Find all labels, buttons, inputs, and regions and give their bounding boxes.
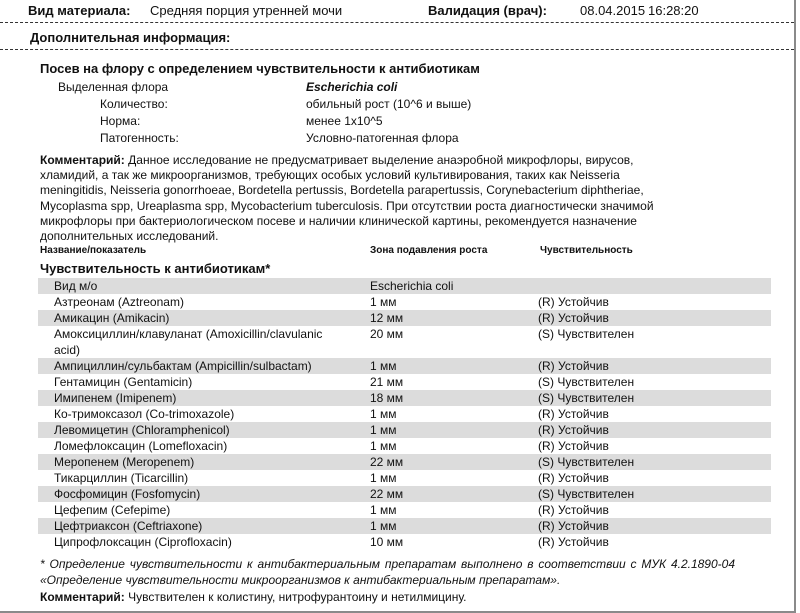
antibiotic-russian-name: Меропенем — [54, 455, 119, 469]
antibiotic-russian-name: Цефепим — [54, 503, 108, 517]
zone-value: 1 мм — [370, 407, 397, 421]
sensitivity-result: (R) Устойчив — [538, 295, 609, 309]
antibiotic-name — [54, 471, 188, 485]
antibiotic-russian-name: Ампициллин/сульбактам — [54, 359, 192, 373]
sensitivity-result: (R) Устойчив — [538, 535, 609, 549]
antibiotic-russian-name: Тикарциллин — [54, 471, 128, 485]
zone-value: 1 мм — [370, 503, 397, 517]
sensitivity-result: (R) Устойчив — [538, 519, 609, 533]
zone-value: 1 мм — [370, 439, 397, 453]
antibiotic-latin-name: (Cefepime) — [110, 503, 171, 517]
antibiotic-latin-name: (Aztreonam) — [117, 295, 184, 309]
validation-label: Валидация (врач): — [428, 3, 547, 18]
antibiotic-latin-name: (Amoxicillin/clavulanic — [205, 327, 323, 341]
zone-value: 1 мм — [370, 423, 397, 437]
norm-label: Норма: — [100, 114, 141, 128]
antibiotic-russian-name: Ко-тримоксазол — [54, 407, 143, 421]
divider-additional — [0, 49, 794, 50]
sensitivity-result: (S) Чувствителен — [538, 327, 635, 341]
sensitivity-result: (R) Устойчив — [538, 471, 609, 485]
antibiotic-russian-name: Азтреонам — [54, 295, 115, 309]
sensitivity-result: (S) Чувствителен — [538, 487, 635, 501]
zone-value: 1 мм — [370, 295, 397, 309]
quantity-label: Количество: — [100, 97, 168, 111]
zone-value: 21 мм — [370, 375, 404, 389]
comment-text: Данное исследование не предусматривает выделение анаэробной микрофлоры, вирусов, хламидий, а так же микроорганизмов, требующих особых условий культивирования, таких как Neisseria meningitidis, Neisseria gonorrhoeae, Bordetella pertussis, Bordetella parapertussis, Corynebacterium diphtheriae, Mycoplasma spp, Ureaplasma spp, Mycobacterium tuberculosis. При отсутствии роста диагностически значимой микрофлоры при бактериологическом посеве и наличии клинической картины, рекомендуется назначение дополнительных исследований. — [40, 153, 654, 244]
pathogenicity-value: Условно-патогенная флора — [306, 131, 459, 145]
col-header-sensitivity: Чувствительность — [540, 245, 633, 256]
antibiotic-name — [54, 519, 202, 533]
antibiotic-latin-name: (Amikacin) — [112, 311, 170, 325]
isolated-flora-label: Выделенная флора — [58, 80, 169, 94]
antibiotic-name — [54, 359, 312, 373]
zone-value: 1 мм — [370, 471, 397, 485]
antibiotic-latin-name: (Ceftriaxone) — [132, 519, 203, 533]
final-comment-text: Чувствителен к колистину, нитрофурантоину и нетилмицину. — [124, 590, 467, 604]
final-comment-label: Комментарий: — [40, 590, 125, 604]
antibiotic-name — [54, 535, 232, 549]
antibiotic-latin-name: (Ticarcillin) — [130, 471, 189, 485]
validation-date: 08.04.2015 — [580, 3, 646, 18]
antibiotic-russian-name: Амоксициллин/клавуланат — [54, 327, 203, 341]
zone-value: 20 мм — [370, 327, 404, 341]
quantity-value: обильный рост (10^6 и выше) — [306, 97, 472, 111]
culture-title: Посев на флору с определением чувствительности к антибиотикам — [40, 61, 480, 76]
antibiotic-name-cont: acid) — [54, 343, 81, 357]
zone-value: 10 мм — [370, 535, 404, 549]
antibiotic-latin-name: (Lomefloxacin) — [148, 439, 228, 453]
antibiotic-name — [54, 311, 169, 325]
antibiotic-latin-name: (Co-trimoxazole) — [145, 407, 235, 421]
antibiotic-name — [54, 423, 230, 437]
antibiotic-latin-name: (Chloramphenicol) — [131, 423, 230, 437]
material-label: Вид материала: — [28, 3, 131, 18]
zone-value: 18 мм — [370, 391, 404, 405]
sensitivity-result: (S) Чувствителен — [538, 375, 635, 389]
organism-label: Вид м/о — [54, 279, 98, 293]
additional-info-label: Дополнительная информация: — [30, 30, 231, 45]
antibiotic-russian-name: Фосфомицин — [54, 487, 128, 501]
footnote-star: * — [40, 557, 45, 571]
antibiotic-russian-name: Амикацин — [54, 311, 110, 325]
antibiotic-name — [54, 487, 200, 501]
antibiotic-name — [54, 503, 170, 517]
antibiotic-latin-name: (Imipenem) — [115, 391, 177, 405]
antibiotic-latin-name: (Ciprofloxacin) — [154, 535, 232, 549]
zone-value: 1 мм — [370, 359, 397, 373]
antibiotic-name — [54, 391, 176, 405]
final-comment — [40, 590, 467, 604]
organism-value: Escherichia coli — [370, 279, 454, 293]
zone-value: 22 мм — [370, 455, 404, 469]
sensitivity-result: (R) Устойчив — [538, 503, 609, 517]
antibiotic-russian-name: Ломефлоксацин — [54, 439, 146, 453]
antibiotic-latin-name: (Fosfomycin) — [130, 487, 201, 501]
zone-value: 12 мм — [370, 311, 404, 325]
sensitivity-result: (S) Чувствителен — [538, 391, 635, 405]
antibiotic-russian-name: Левомицетин — [54, 423, 129, 437]
sensitivity-result: (R) Устойчив — [538, 439, 609, 453]
sensitivity-result: (R) Устойчив — [538, 423, 609, 437]
antibiotic-latin-name: (Gentamicin) — [123, 375, 193, 389]
antibiotic-name — [54, 439, 227, 453]
isolated-flora-value: Escherichia coli — [306, 80, 398, 94]
antibiotic-latin-name: (Meropenem) — [122, 455, 195, 469]
zone-value: 1 мм — [370, 519, 397, 533]
divider-top — [0, 22, 794, 23]
sensitivity-result: (S) Чувствителен — [538, 455, 635, 469]
section-title: Чувствительность к антибиотикам* — [40, 261, 271, 276]
antibiotic-name — [54, 375, 192, 389]
validation-time: 16:28:20 — [648, 3, 699, 18]
antibiotic-russian-name: Гентамицин — [54, 375, 121, 389]
antibiotic-name — [54, 407, 234, 421]
col-header-name: Название/показатель — [40, 245, 147, 256]
antibiotic-russian-name: Цефтриаксон — [54, 519, 130, 533]
footnote — [40, 557, 735, 588]
antibiotic-russian-name: Ципрофлоксацин — [54, 535, 152, 549]
comment-label: Комментарий: — [40, 153, 125, 167]
sensitivity-result: (R) Устойчив — [538, 407, 609, 421]
sensitivity-result: (R) Устойчив — [538, 359, 609, 373]
pathogenicity-label: Патогенность: — [100, 131, 179, 145]
antibiotic-name — [54, 295, 184, 309]
antibiotic-latin-name: (Ampicillin/sulbactam) — [194, 359, 312, 373]
comment-paragraph — [40, 153, 675, 244]
zone-value: 22 мм — [370, 487, 404, 501]
col-header-zone: Зона подавления роста — [370, 245, 488, 256]
antibiotic-name — [54, 327, 322, 341]
antibiotic-name — [54, 455, 194, 469]
material-value: Средняя порция утренней мочи — [150, 3, 343, 18]
sensitivity-result: (R) Устойчив — [538, 311, 609, 325]
norm-value: менее 1x10^5 — [306, 114, 383, 128]
footnote-text: Определение чувствительности к антибактериальным препаратам выполнено в соответствии с МУК 4.2.1890-04 «Определение чувствительности микроорганизмов к антибактериальным препаратам». — [40, 557, 735, 587]
antibiotic-russian-name: Имипенем — [54, 391, 113, 405]
